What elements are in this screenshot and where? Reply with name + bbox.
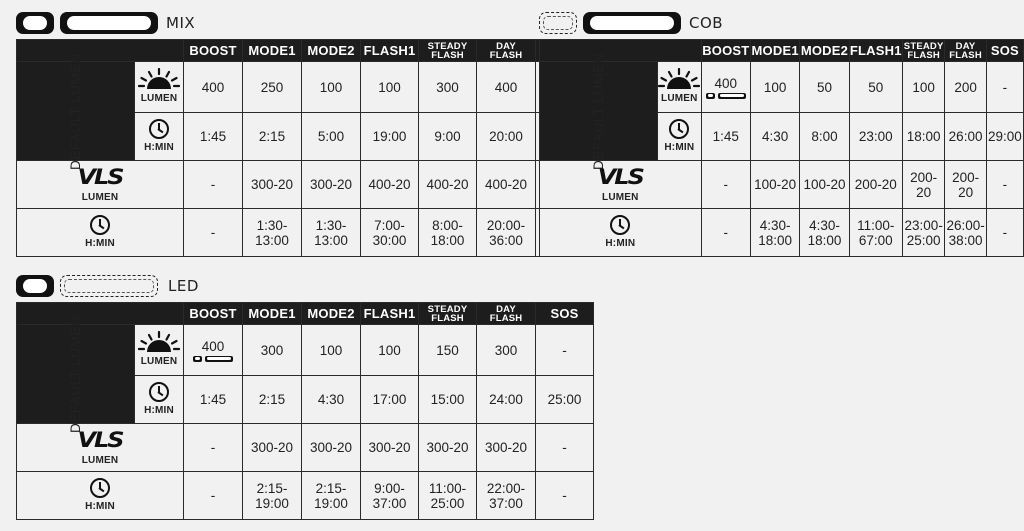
cell-value: - (210, 488, 216, 503)
table-cell (536, 325, 594, 376)
cell-value: - (1002, 79, 1008, 95)
table-cell (302, 424, 361, 472)
default-lumen-side-label (540, 52, 658, 170)
cell-value: 50 (816, 79, 832, 95)
row-icon-cell (17, 424, 184, 472)
led-panel (16, 273, 594, 520)
table-cell (184, 161, 243, 209)
lumen-label: LUMEN (81, 454, 119, 466)
header-corner (17, 303, 184, 325)
cell-value: 9:00- 37:00 (372, 480, 407, 511)
cell-value: 17:00 (372, 392, 407, 407)
header-day-line1: DAY (955, 40, 976, 52)
table-cell (243, 325, 302, 376)
table-cell (419, 113, 477, 161)
cell-value: 24:00 (489, 392, 523, 407)
table-cell (243, 424, 302, 472)
hmin-label: H:MIN (144, 404, 174, 416)
large-light-indicator (60, 12, 158, 34)
large-light-indicator (583, 12, 681, 34)
header-flash1: FLASH1 (849, 40, 902, 62)
cell-value: 20:00 (489, 129, 523, 144)
cell-value: 22:00- 37:00 (486, 480, 526, 511)
cell-value: 300-20 (310, 177, 353, 192)
table-cell (243, 472, 302, 520)
cell-value: 1:45 (199, 392, 227, 407)
header-sos: SOS (536, 303, 594, 325)
table-row-vls-lumen (17, 161, 594, 209)
cell-value: 8:00- 18:00 (430, 217, 465, 248)
table-cell (536, 472, 594, 520)
header-row (17, 40, 594, 62)
cell-value: 15:00 (430, 392, 465, 407)
header-day-line2: FLASH (949, 49, 982, 61)
mode-label: MIX (166, 14, 196, 32)
header-mode2: MODE2 (800, 40, 849, 62)
clock-icon (149, 382, 169, 402)
table-cell (243, 376, 302, 424)
table-cell (945, 62, 986, 113)
table-cell (361, 62, 419, 113)
table-cell (361, 472, 419, 520)
cell-value: 400 (494, 79, 518, 95)
table-cell (184, 113, 243, 161)
cell-value: 200-20 (910, 169, 938, 200)
clock-icon (149, 119, 169, 139)
table-cell (750, 209, 799, 257)
table-cell (184, 472, 243, 520)
cell-value: 4:30 (761, 129, 789, 144)
table-cell (701, 62, 750, 113)
table-cell (302, 325, 361, 376)
table-cell (477, 113, 536, 161)
cell-value: 100 (319, 342, 343, 358)
table-cell (302, 376, 361, 424)
header-corner (17, 40, 184, 62)
table-cell (419, 424, 477, 472)
cell-value: 300 (494, 342, 518, 358)
cell-value: - (210, 440, 216, 455)
cell-value: 100 (378, 342, 401, 358)
side-label-text: DEFAULT LUMEN (591, 52, 607, 170)
header-day-line2: FLASH (489, 49, 523, 61)
table-cell (902, 161, 945, 209)
cob-panel (539, 10, 1024, 257)
cell-value: 250 (260, 79, 284, 95)
table-cell (361, 161, 419, 209)
cell-value: 100 (319, 79, 343, 95)
table-cell (849, 113, 902, 161)
table-cell (419, 62, 477, 113)
table-cell (477, 376, 536, 424)
cell-value: - (562, 342, 567, 358)
lumen-label: LUMEN (140, 93, 178, 104)
cell-value: 100 (763, 79, 787, 95)
mode-label: LED (168, 277, 199, 295)
table-cell (750, 161, 799, 209)
cell-value: - (723, 225, 729, 240)
small-light-indicator (539, 12, 577, 34)
table-cell (750, 113, 799, 161)
table-cell (945, 209, 986, 257)
cell-value: 4:30- 18:00 (758, 217, 793, 248)
cell-value: 19:00 (372, 129, 407, 144)
table-cell (419, 209, 477, 257)
lumen-label: LUMEN (140, 356, 178, 367)
table-cell (945, 161, 986, 209)
spec-table (539, 39, 1024, 257)
table-cell (800, 113, 849, 161)
cell-value: 400-20 (426, 177, 469, 192)
cell-value: 300-20 (426, 440, 469, 455)
cell-value: 8:00 (811, 129, 838, 144)
cell-value: 400 (714, 75, 738, 91)
row-icon-cell (540, 209, 702, 257)
table-row-default-lumen (540, 62, 1024, 113)
cell-value: - (1002, 177, 1008, 192)
table-cell (536, 376, 594, 424)
cell-value: 100 (912, 79, 935, 95)
hmin-label: H:MIN (605, 237, 636, 249)
table-cell (302, 113, 361, 161)
cell-value: 20:00- 36:00 (486, 217, 526, 248)
cell-value: 300-20 (310, 440, 353, 455)
header-boost: BOOST (184, 303, 243, 325)
sun-icon (658, 68, 700, 90)
cell-value: 150 (436, 342, 459, 358)
header-day-flash (945, 40, 986, 62)
header-steady-flash (419, 303, 477, 325)
table-cell (419, 161, 477, 209)
table-row-default-lumen (17, 325, 594, 376)
table-cell (800, 62, 849, 113)
table-cell (701, 161, 750, 209)
header-mode1: MODE1 (243, 40, 302, 62)
table-cell (184, 325, 243, 376)
table-cell (536, 424, 594, 472)
header-steady-flash (902, 40, 945, 62)
table-cell (361, 325, 419, 376)
cell-value: 23:00 (858, 129, 893, 144)
table-cell (243, 209, 302, 257)
table-cell (361, 209, 419, 257)
row-icon-cell (17, 209, 184, 257)
both-lights-indicator (702, 93, 750, 99)
table-cell (243, 161, 302, 209)
header-flash1: FLASH1 (361, 40, 419, 62)
row-icon-cell (540, 161, 702, 209)
default-lumen-side-label (17, 52, 135, 170)
table-cell (750, 62, 799, 113)
table-row-vls-time (17, 209, 594, 257)
cell-value: 300 (436, 79, 459, 95)
cell-value: 2:15 (258, 129, 286, 144)
row-icon-cell (135, 325, 184, 376)
table-cell (302, 62, 361, 113)
table-cell (849, 161, 902, 209)
row-icon-cell (658, 62, 702, 113)
cell-value: 25:00 (547, 392, 582, 407)
vls-logo-icon: VLS (597, 163, 643, 190)
table-cell (477, 325, 536, 376)
table-cell (184, 62, 243, 113)
table-cell (800, 209, 849, 257)
large-light-indicator (60, 275, 158, 297)
table-cell (986, 62, 1023, 113)
table-cell (302, 161, 361, 209)
table-row-vls-time (540, 209, 1024, 257)
table-cell (419, 325, 477, 376)
header-day-flash (477, 40, 536, 62)
cell-value: 2:15- 19:00 (255, 480, 289, 511)
cell-value: 29:00 (987, 129, 1022, 144)
row-icon-cell (135, 113, 184, 161)
cell-value: 200-20 (854, 177, 897, 192)
header-steady-line1: STEADY (903, 40, 944, 52)
header-mode1: MODE1 (243, 303, 302, 325)
table-cell (986, 209, 1023, 257)
table-cell (701, 113, 750, 161)
row-icon-cell (17, 161, 184, 209)
header-boost: BOOST (701, 40, 750, 62)
header-steady-line2: FLASH (431, 312, 464, 324)
cell-value: 4:30 (317, 392, 345, 407)
table-cell (902, 113, 945, 161)
table-cell (302, 472, 361, 520)
cell-value: 50 (868, 79, 884, 95)
table-cell (361, 113, 419, 161)
cell-value: - (1002, 225, 1008, 240)
table-cell (477, 424, 536, 472)
header-day-line1: DAY (496, 40, 516, 52)
cell-value: 300-20 (251, 177, 294, 192)
table-cell (184, 424, 243, 472)
header-mode1: MODE1 (750, 40, 799, 62)
side-label-text: DEFAULT LUMEN (68, 52, 84, 170)
header-corner (540, 40, 702, 62)
default-lumen-side-label (17, 315, 135, 433)
clock-icon (90, 215, 110, 235)
cell-value: 300 (260, 342, 284, 358)
both-lights-indicator (184, 356, 242, 362)
side-label-text: DEFAULT LUMEN (68, 315, 84, 433)
table-row-vls-time (17, 472, 594, 520)
cell-value: 1:45 (199, 129, 227, 144)
mode-label: COB (689, 14, 724, 32)
row-icon-cell (135, 376, 184, 424)
cell-value: 100-20 (803, 177, 846, 192)
hmin-label: H:MIN (85, 500, 115, 512)
header-day-line2: FLASH (489, 312, 523, 324)
cell-value: 1:30- 13:00 (314, 217, 348, 248)
cell-value: 200 (954, 79, 977, 95)
lumen-label: LUMEN (661, 93, 698, 104)
header-steady-line2: FLASH (431, 49, 464, 61)
cell-value: 4:30- 18:00 (807, 217, 842, 248)
header-steady-line1: STEADY (427, 40, 468, 52)
cell-value: 100 (378, 79, 401, 95)
cell-value: - (210, 225, 216, 240)
table-cell (986, 161, 1023, 209)
cell-value: - (210, 177, 216, 192)
lumen-label: LUMEN (81, 191, 119, 203)
table-cell (477, 62, 536, 113)
table-cell (849, 209, 902, 257)
cell-value: 9:00 (434, 129, 461, 144)
cell-value: 7:00- 30:00 (372, 217, 407, 248)
cell-value: 2:15- 19:00 (314, 480, 348, 511)
table-cell (302, 209, 361, 257)
cell-value: 11:00- 67:00 (857, 217, 895, 248)
cell-value: 200-20 (952, 169, 980, 200)
cell-value: 18:00 (906, 129, 941, 144)
table-cell (243, 113, 302, 161)
table-cell (477, 209, 536, 257)
header-sos: SOS (986, 40, 1023, 62)
cell-value: - (562, 440, 567, 455)
table-cell (477, 161, 536, 209)
cell-value: 26:00- 38:00 (946, 217, 985, 248)
clock-icon (669, 119, 689, 139)
hmin-label: H:MIN (85, 237, 115, 249)
table-cell (243, 62, 302, 113)
panel-header (16, 273, 594, 299)
table-cell (361, 376, 419, 424)
panel-header (539, 10, 1024, 36)
table-cell (902, 209, 945, 257)
vls-logo-icon: VLS (77, 426, 123, 453)
cell-value: 400 (201, 338, 225, 354)
clock-icon (610, 215, 630, 235)
header-boost: BOOST (184, 40, 243, 62)
table-cell (184, 376, 243, 424)
header-row (17, 303, 594, 325)
cell-value: 11:00- 25:00 (428, 480, 467, 511)
row-icon-cell (658, 113, 702, 161)
header-steady-line2: FLASH (907, 49, 940, 61)
mix-panel (16, 10, 594, 257)
hmin-label: H:MIN (664, 141, 695, 153)
table-cell (419, 376, 477, 424)
table-cell (800, 161, 849, 209)
cell-value: 1:30- 13:00 (255, 217, 289, 248)
header-row (540, 40, 1024, 62)
cell-value: 2:15 (258, 392, 286, 407)
table-cell (945, 113, 986, 161)
sun-icon (138, 331, 180, 353)
clock-icon (90, 478, 110, 498)
cell-value: 26:00 (948, 129, 983, 144)
header-day-line1: DAY (496, 303, 516, 315)
panel-header (16, 10, 594, 36)
small-light-indicator (16, 12, 54, 34)
table-row-vls-lumen (17, 424, 594, 472)
table-row-default-lumen (17, 62, 594, 113)
header-steady-flash (419, 40, 477, 62)
table-cell (849, 62, 902, 113)
sun-icon (138, 68, 180, 90)
table-cell (902, 62, 945, 113)
table-cell (986, 113, 1023, 161)
vls-logo-icon: VLS (77, 163, 123, 190)
cell-value: 400-20 (368, 177, 411, 192)
cell-value: 1:45 (712, 129, 739, 144)
lumen-label: LUMEN (602, 191, 639, 203)
cell-value: 5:00 (317, 129, 345, 144)
cell-value: 300-20 (368, 440, 411, 455)
cell-value: - (562, 488, 567, 503)
hmin-label: H:MIN (144, 141, 174, 153)
cell-value: 23:00- 25:00 (904, 217, 943, 248)
cell-value: - (723, 177, 729, 192)
cell-value: 300-20 (485, 440, 528, 455)
table-cell (419, 472, 477, 520)
table-cell (184, 209, 243, 257)
cell-value: 400-20 (485, 177, 528, 192)
header-mode2: MODE2 (302, 40, 361, 62)
cell-value: 300-20 (251, 440, 294, 455)
table-cell (361, 424, 419, 472)
cell-value: 400 (201, 79, 225, 95)
cell-value: 100-20 (754, 177, 797, 192)
header-day-flash (477, 303, 536, 325)
spec-table (16, 39, 594, 257)
table-cell (701, 209, 750, 257)
small-light-indicator (16, 275, 54, 297)
spec-table (16, 302, 594, 520)
row-icon-cell (135, 62, 184, 113)
table-cell (477, 472, 536, 520)
header-steady-line1: STEADY (427, 303, 468, 315)
header-flash1: FLASH1 (361, 303, 419, 325)
header-mode2: MODE2 (302, 303, 361, 325)
table-row-vls-lumen (540, 161, 1024, 209)
row-icon-cell (17, 472, 184, 520)
